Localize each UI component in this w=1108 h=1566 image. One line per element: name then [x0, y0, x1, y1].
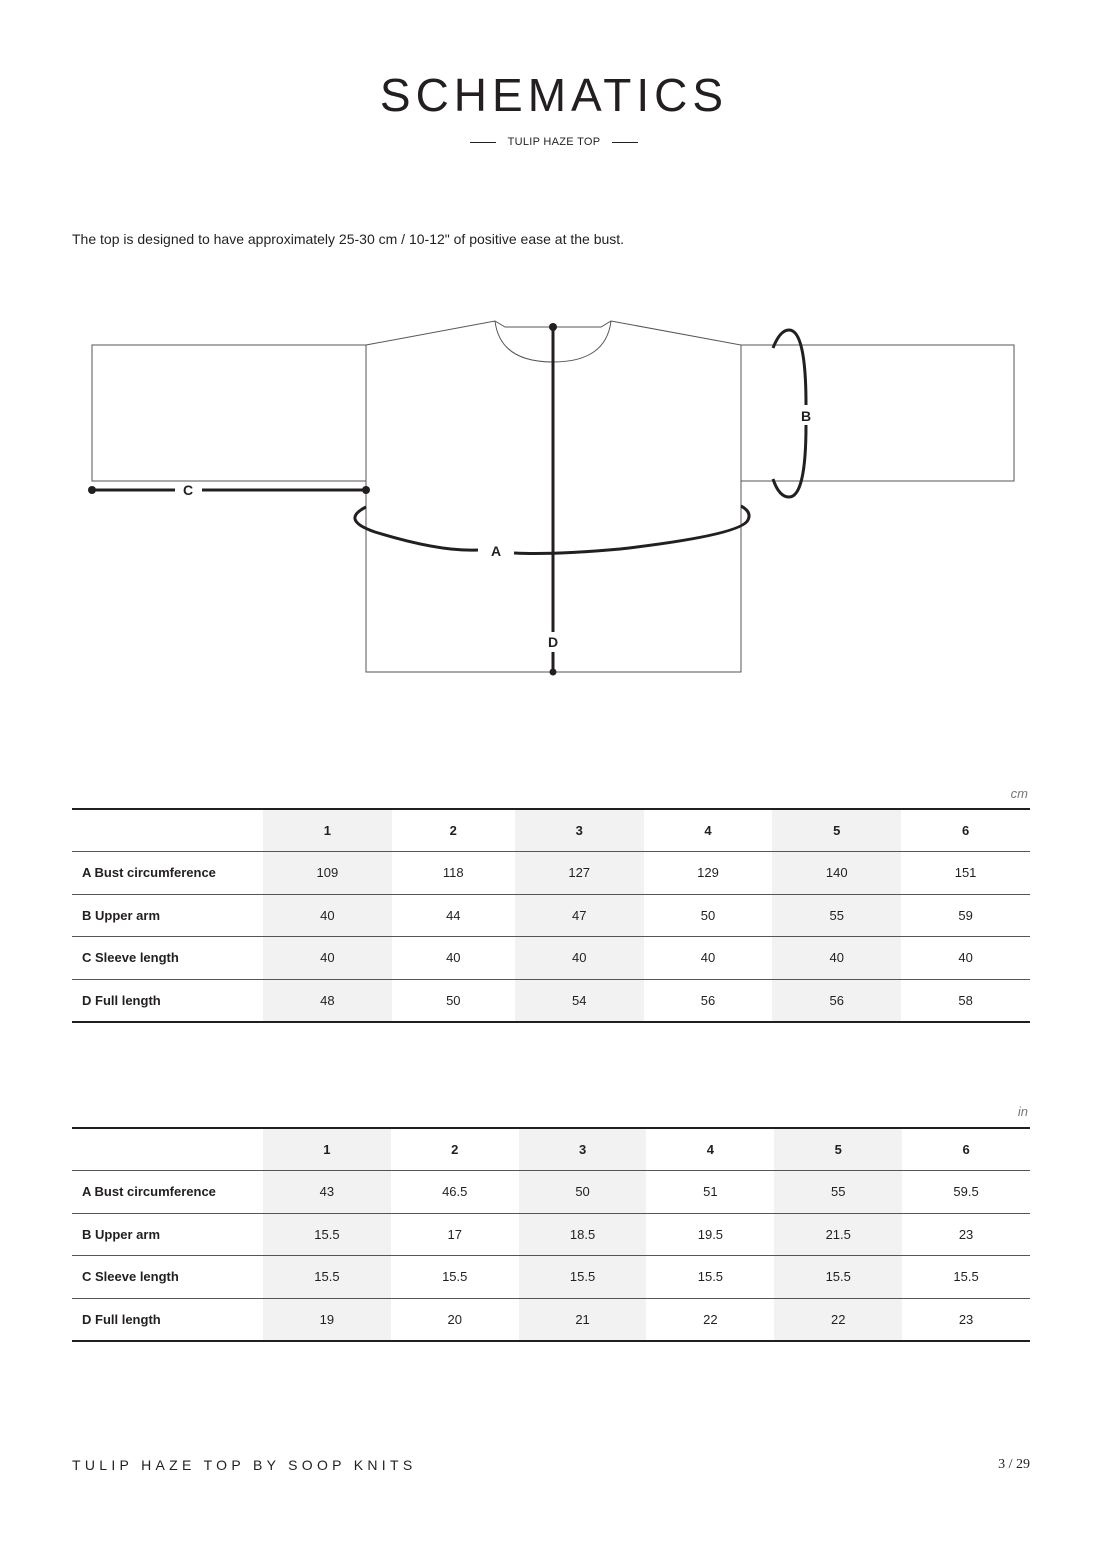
- measurement-cell: 46.5: [442, 1184, 468, 1200]
- measurement-cell: 40: [263, 894, 392, 937]
- measurement-cell: 58: [958, 992, 973, 1008]
- size-header: 3: [515, 809, 644, 852]
- row-label: B Upper arm: [82, 1226, 161, 1242]
- measurement-cell: 19.5: [697, 1226, 724, 1242]
- size-header: 5: [772, 809, 901, 852]
- size-header: 4: [704, 823, 712, 838]
- measurement-cell: 51: [703, 1184, 718, 1200]
- size-header: 5: [774, 1128, 902, 1171]
- measurement-cell: 15.5: [697, 1269, 724, 1285]
- unit-in: in: [1017, 1104, 1028, 1119]
- measurement-cell: 40: [515, 937, 644, 980]
- measurement-cell: 118: [442, 865, 464, 881]
- measurement-cell: 47: [515, 894, 644, 937]
- row-label: C Sleeve length: [82, 950, 179, 966]
- measurement-cell: 40: [700, 950, 716, 966]
- measurement-cell: 50: [519, 1171, 647, 1214]
- measurement-cell: 56: [700, 992, 716, 1008]
- measurements-table-cm: [72, 808, 1030, 1023]
- table-row: [72, 979, 1030, 1022]
- label-a: A: [490, 543, 502, 559]
- measurement-cell: 15.5: [953, 1269, 979, 1285]
- row-label: D Full length: [82, 1311, 161, 1327]
- measurement-cell: 59: [958, 907, 973, 923]
- measurement-cell: 43: [263, 1171, 391, 1214]
- page-title: SCHEMATICS: [379, 69, 729, 121]
- measurement-cell: 129: [697, 865, 719, 881]
- measurement-cell: 15.5: [519, 1256, 647, 1299]
- measurement-cell: 54: [515, 979, 644, 1022]
- measurement-cell: 19: [263, 1298, 391, 1341]
- measurement-cell: 21.5: [774, 1213, 902, 1256]
- subtitle-text: TULIP HAZE TOP: [507, 136, 601, 148]
- header-blank: [72, 1128, 263, 1171]
- measurement-cell: 15.5: [263, 1213, 391, 1256]
- measurement-cell: 40: [263, 937, 392, 980]
- measurement-cell: 50: [700, 907, 716, 923]
- size-header: 2: [451, 1142, 459, 1157]
- label-c: C: [182, 482, 194, 498]
- measurement-cell: 48: [263, 979, 392, 1022]
- size-header: 6: [961, 823, 970, 838]
- measurement-cell: 50: [446, 992, 461, 1008]
- header-blank: [72, 809, 263, 852]
- page-number: 3 / 29: [998, 1457, 1030, 1472]
- size-header: 2: [449, 823, 457, 838]
- measurement-cell: 20: [447, 1311, 462, 1327]
- header-row: [72, 809, 1030, 852]
- measurement-cell: 44: [446, 907, 461, 923]
- measurement-cell: 40: [958, 950, 973, 966]
- measurement-cell: 17: [447, 1226, 462, 1242]
- row-label: C Sleeve length: [82, 1269, 179, 1285]
- label-b: B: [800, 408, 812, 424]
- measurement-cell: 40: [772, 937, 901, 980]
- table-row: [72, 1171, 1030, 1214]
- measurement-cell: 22: [703, 1311, 718, 1327]
- measurement-cell: 15.5: [442, 1269, 468, 1285]
- row-label: A Bust circumference: [82, 1184, 216, 1200]
- table-row: [72, 894, 1030, 937]
- measurement-cell: 22: [774, 1298, 902, 1341]
- right-sleeve: [741, 345, 1014, 481]
- size-header: 1: [263, 1128, 391, 1171]
- size-header: 6: [962, 1142, 970, 1157]
- measurement-cell: 59.5: [953, 1184, 979, 1200]
- measurement-cell: 55: [772, 894, 901, 937]
- measurement-cell: 23: [958, 1226, 974, 1242]
- table-row: [72, 852, 1030, 895]
- footer-title: TULIP HAZE TOP BY SOOP KNITS: [72, 1457, 417, 1473]
- unit-cm: cm: [1010, 786, 1028, 801]
- measurements-table-in: [72, 1127, 1030, 1342]
- table-row: [72, 1298, 1030, 1341]
- header-row: [72, 1128, 1030, 1171]
- schematic-diagram: [0, 0, 1108, 720]
- measurement-cell: 15.5: [774, 1256, 902, 1299]
- measurement-cell: 23: [958, 1311, 974, 1327]
- label-d: D: [547, 634, 559, 650]
- size-header: 3: [519, 1128, 647, 1171]
- table-row: [72, 1213, 1030, 1256]
- measurement-cell: 127: [515, 852, 644, 895]
- measurement-cell: 18.5: [519, 1213, 647, 1256]
- measurement-cell: 55: [774, 1171, 902, 1214]
- size-header: 1: [263, 809, 392, 852]
- measurement-cell: 109: [263, 852, 392, 895]
- measurement-cell: 151: [954, 865, 977, 881]
- measurement-cell: 21: [519, 1298, 647, 1341]
- measurement-cell: 15.5: [263, 1256, 391, 1299]
- row-label: B Upper arm: [82, 907, 161, 923]
- intro-text: The top is designed to have approximately 25-30 cm / 10-12" of positive ease at the bust.: [72, 231, 625, 247]
- table-row: [72, 1256, 1030, 1299]
- table-row: [72, 937, 1030, 980]
- measurement-cell: 140: [772, 852, 901, 895]
- measurement-cell: 40: [446, 950, 461, 966]
- measurement-cell: 56: [772, 979, 901, 1022]
- left-sleeve: [92, 345, 366, 481]
- row-label: A Bust circumference: [82, 865, 216, 881]
- size-header: 4: [706, 1142, 715, 1157]
- row-label: D Full length: [82, 992, 161, 1008]
